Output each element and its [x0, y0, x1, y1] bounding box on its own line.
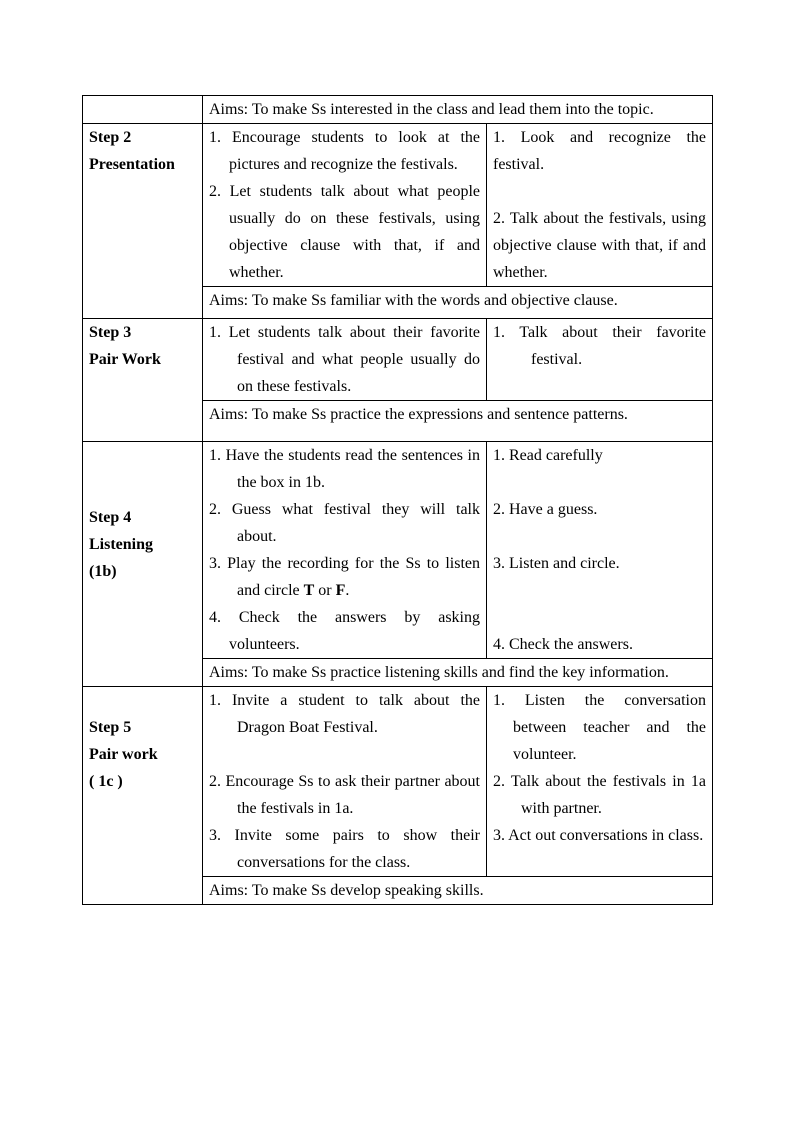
- step4-student-item: 4. Check the answers.: [493, 636, 633, 653]
- step4-label: Step 4: [89, 508, 132, 526]
- step4-student-activities: [487, 442, 713, 659]
- step2-student-activities: [487, 124, 713, 287]
- step5-name: Pair work: [89, 746, 158, 763]
- step2-student-item: 2. Talk about the festivals, using objective clause with that, if and whether.: [493, 210, 706, 281]
- step3-student-activities: [487, 319, 713, 401]
- step5-title: [83, 687, 203, 905]
- intro-step-cell: [83, 96, 203, 124]
- false-label: F: [335, 582, 346, 599]
- step5-teacher-item: 2. Encourage Ss to ask their partner about the festivals in 1a.: [209, 773, 480, 817]
- step2-name: Presentation: [89, 156, 175, 173]
- step4-teacher-item: 1. Have the students read the sentences in the box in 1b.: [209, 447, 480, 491]
- intro-row: [83, 96, 713, 124]
- step2-title: [83, 124, 203, 319]
- step5-aims: Aims: To make Ss develop speaking skills.: [203, 877, 713, 905]
- true-label: T: [303, 582, 315, 599]
- step3-teacher-item: 1. Let students talk about their favorite festival and what people usually do on these festivals.: [209, 324, 480, 395]
- step3-aims: Aims: To make Ss practice the expressions and sentence patterns.: [203, 401, 713, 442]
- step4-code: (1b): [89, 562, 117, 580]
- step3-label: Step 3: [89, 324, 132, 341]
- step3-teacher-activities: [203, 319, 487, 401]
- step4-teacher-item: 2. Guess what festival they will talk about.: [209, 501, 480, 545]
- step5-label: Step 5: [89, 719, 132, 736]
- intro-aims: Aims: To make Ss interested in the class and lead them into the topic.: [203, 96, 713, 124]
- step3-title: [83, 319, 203, 442]
- step5-teacher-item: 3. Invite some pairs to show their conversations for the class.: [209, 827, 480, 871]
- step2-aims: Aims: To make Ss familiar with the words and objective clause.: [203, 287, 713, 319]
- step2-teacher-item: 1. Encourage students to look at the pictures and recognize the festivals.: [209, 129, 480, 173]
- step4-aims: Aims: To make Ss practice listening skills and find the key information.: [203, 659, 713, 687]
- step4-teacher-item: 4. Check the answers by asking volunteers.: [209, 609, 480, 653]
- step5-student-item: 1. Listen the conversation between teacher and the volunteer.: [493, 692, 706, 763]
- step5-student-item: 2. Talk about the festivals in 1a with partner.: [493, 773, 706, 817]
- step3-row: [83, 319, 713, 401]
- step3-student-item: 1. Talk about their favorite festival.: [493, 324, 706, 368]
- step4-row: [83, 442, 713, 659]
- step5-code: ( 1c ): [89, 773, 123, 790]
- step2-label: Step 2: [89, 129, 132, 146]
- step4-student-item: 1. Read carefully: [493, 447, 603, 464]
- step5-teacher-activities: [203, 687, 487, 877]
- step5-student-activities: [487, 687, 713, 877]
- step2-teacher-activities: [203, 124, 487, 287]
- step4-student-item: 3. Listen and circle.: [493, 555, 620, 572]
- lesson-plan-table: [82, 95, 713, 905]
- step4-teacher-activities: [203, 442, 487, 659]
- step2-student-item: 1. Look and recognize the festival.: [493, 129, 706, 173]
- step5-student-item: 3. Act out conversations in class.: [493, 827, 704, 844]
- step4-name: Listening: [89, 535, 154, 553]
- step4-teacher-item: 3. Play the recording for the Ss to listen and circle T or F.: [209, 555, 480, 599]
- step2-teacher-item: 2. Let students talk about what people usually do on these festivals, using objective clause with that, if and whether.: [209, 183, 480, 281]
- step2-row: [83, 124, 713, 287]
- step4-title: [83, 442, 203, 687]
- step5-row: [83, 687, 713, 877]
- step5-teacher-item: 1. Invite a student to talk about the Dragon Boat Festival.: [209, 692, 480, 736]
- step3-name: Pair Work: [89, 351, 161, 368]
- step4-student-item: 2. Have a guess.: [493, 501, 598, 518]
